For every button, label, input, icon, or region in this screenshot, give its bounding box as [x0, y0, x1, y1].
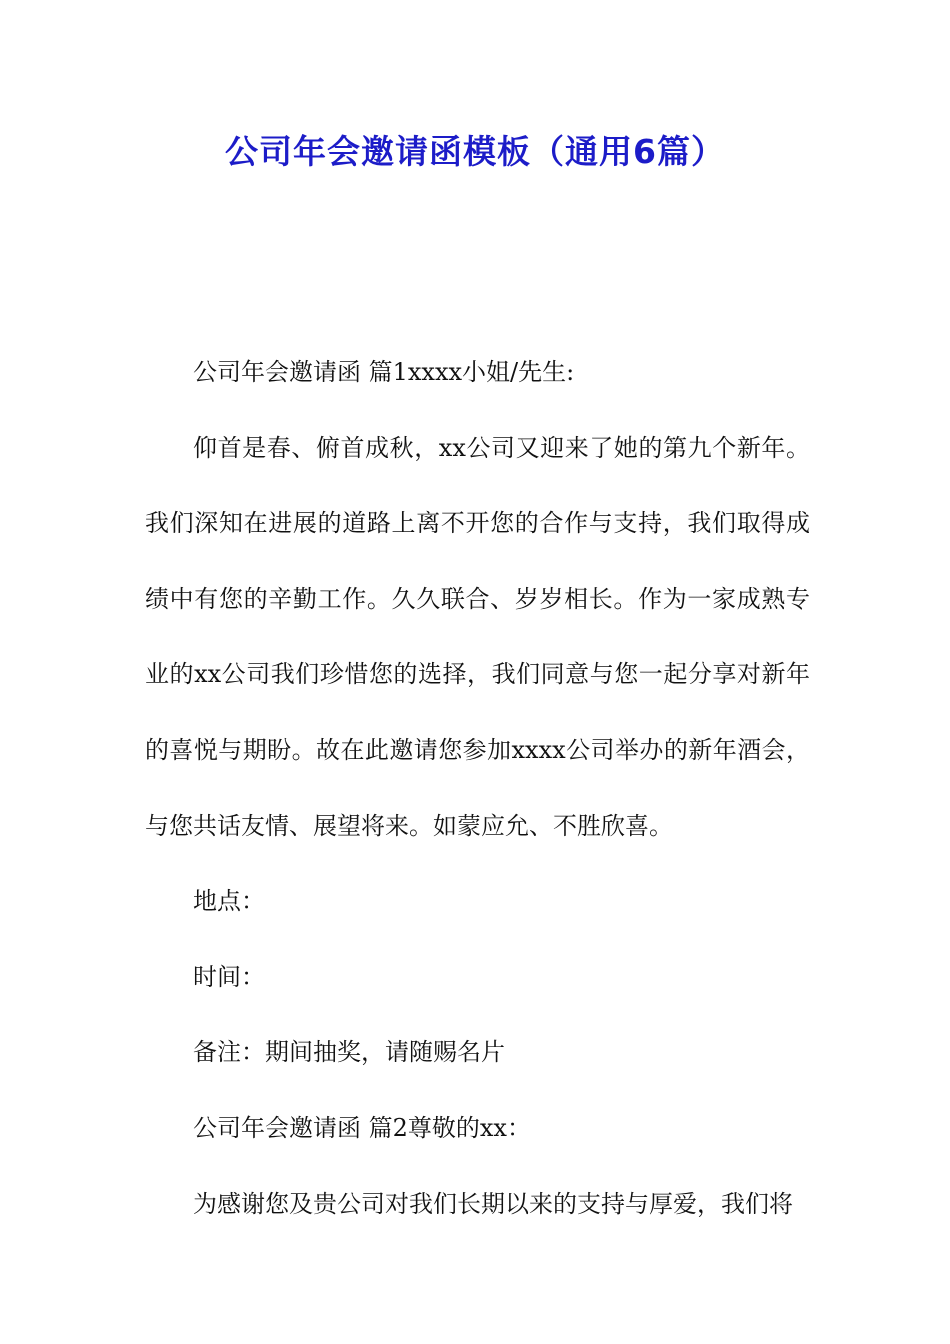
paragraph-section1-body: 仰首是春、俯首成秋，xx公司又迎来了她的第九个新年。我们深知在进展的道路上离不开您的合作与支持，我们取得成绩中有您的辛勤工作。久久联合、岁岁相长。作为一家成熟专业的xx公司我们珍惜您的选择，我们同意与您一起分享对新年的喜悦与期盼。故在此邀请您参加xxxx公司举办的新年酒会，与您共话友情、展望将来。如蒙应允、不胜欣喜。	[145, 433, 810, 840]
paragraph-section2-body: 为感谢您及贵公司对我们长期以来的支持与厚爱，我们将	[193, 1189, 793, 1218]
document-title: 公司年会邀请函模板（通用6篇）	[225, 132, 725, 171]
paragraph-location: 地点：	[193, 887, 265, 916]
document-body	[145, 335, 810, 1242]
paragraph-note: 备注：期间抽奖，请随赐名片	[193, 1038, 505, 1067]
paragraph-section2-heading: 公司年会邀请函 篇2尊敬的xx：	[193, 1113, 531, 1142]
paragraph-section1-heading: 公司年会邀请函 篇1xxxx小姐/先生:	[193, 358, 575, 386]
paragraph-time: 时间：	[193, 962, 265, 991]
